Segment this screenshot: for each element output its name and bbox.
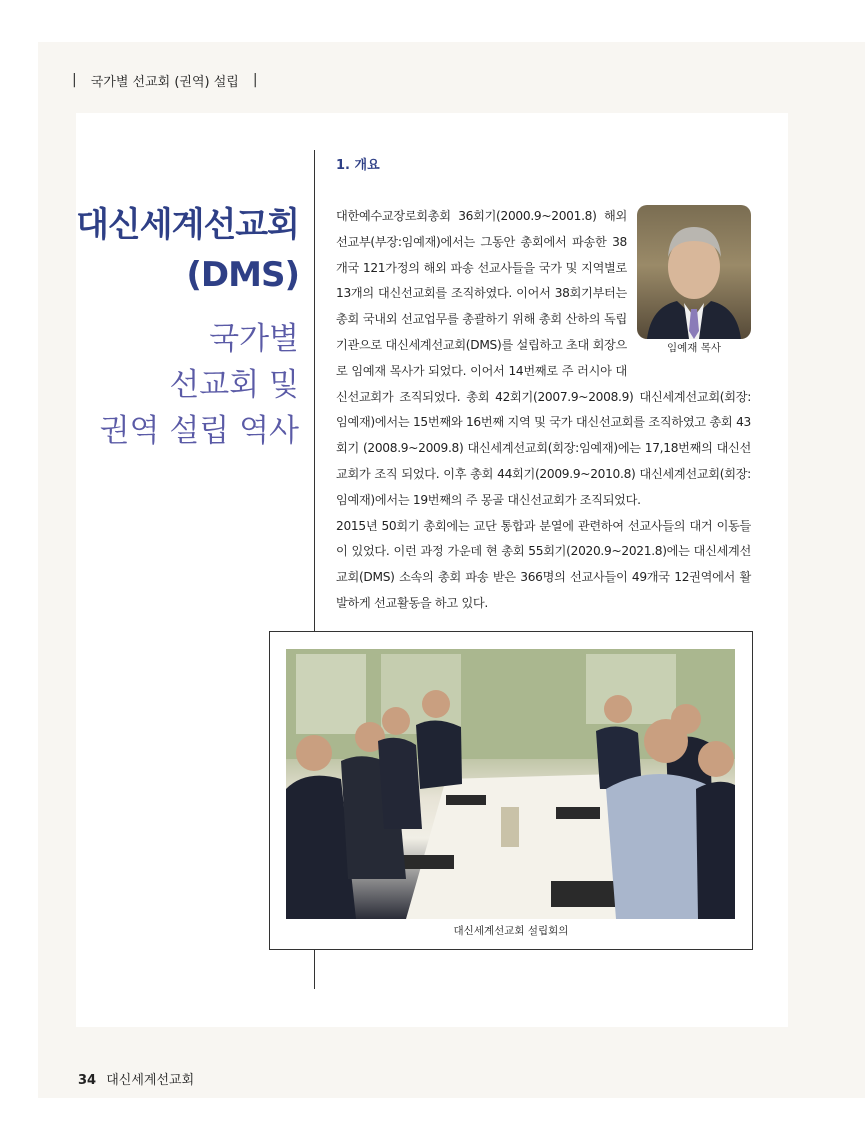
portrait-illustration	[637, 205, 751, 339]
photo-frame	[269, 631, 753, 950]
main-title-line: (DMS)	[186, 255, 299, 295]
article-paragraph: 대한예수교장로회총회 36회기(2000.9~2001.8) 해외선교부(부장:임예재)에서는 그동안 총회에서 파송한 38개국 121가정의 해외 파송 선교사들을 국가 및 지역별로 13개의 대신선교회를 조직하였다. 이어서 38회기부터는 총회 국내외 선교업무를 총괄하기 위해 총회 산하의 독립기관으로 대신세계선교회(DMS)를 설립하고 초대 회장으로 임예재 목사가 되었다. 이어서 14번째로 주 러시아 대신선교회가 조직되었다. 총회 42회기(2007.9~2008.9) 대신세계선교회(회장:임예재)에서는 15번째와 16번째 지역 및 국가 대신선교회를 조직하였고 총회 43회기 (2008.9~2009.8) 대신세계선교회(회장:임예재)에는 17,18번째의 대신선교회가 조직 되었다. 이후 총회 44회기(2009.9~2010.8) 대신세계선교회(회장:임예재)에서는 19번째의 주 몽골 대신선교회가 조직되었다.	[336, 209, 751, 507]
subtitle	[100, 316, 299, 454]
section-heading: 1. 개요	[336, 158, 380, 173]
portrait-caption: 임예재 목사	[666, 342, 722, 354]
meeting-illustration	[286, 649, 735, 919]
article-paragraph: 2015년 50회기 총회에는 교단 통합과 분열에 관련하여 선교사들의 대거 이동들이 있었다. 이런 과정 가운데 현 총회 55회기(2020.9~2021.8)에는 대신세계선교회(DMS) 소속의 총회 파송 받은 366명의 선교사들이 49개국 12권역에서 활발하게 선교활동을 하고 있다.	[336, 518, 751, 610]
main-title	[76, 200, 299, 300]
portrait-photo	[637, 205, 751, 339]
main-title-line: 대신세계선교회	[76, 205, 299, 245]
header-divider: |	[72, 72, 77, 88]
header-section-title: 국가별 선교회 (권역) 설립	[90, 74, 239, 90]
column-divider	[314, 150, 315, 631]
page-footer	[78, 1069, 194, 1088]
publication-name: 대신세계선교회	[106, 1073, 195, 1088]
meeting-photo	[286, 649, 735, 919]
running-header	[72, 66, 258, 94]
portrait-figure	[637, 205, 751, 365]
page-number: 34	[78, 1073, 97, 1088]
article-body	[336, 204, 751, 617]
header-divider: |	[252, 72, 258, 88]
subtitle-line: 국가별	[209, 321, 299, 357]
photo-caption: 대신세계선교회 설립회의	[453, 925, 569, 937]
subtitle-line: 선교회 및	[169, 367, 299, 403]
subtitle-line: 권역 설립 역사	[99, 413, 299, 449]
column-divider	[314, 949, 315, 989]
